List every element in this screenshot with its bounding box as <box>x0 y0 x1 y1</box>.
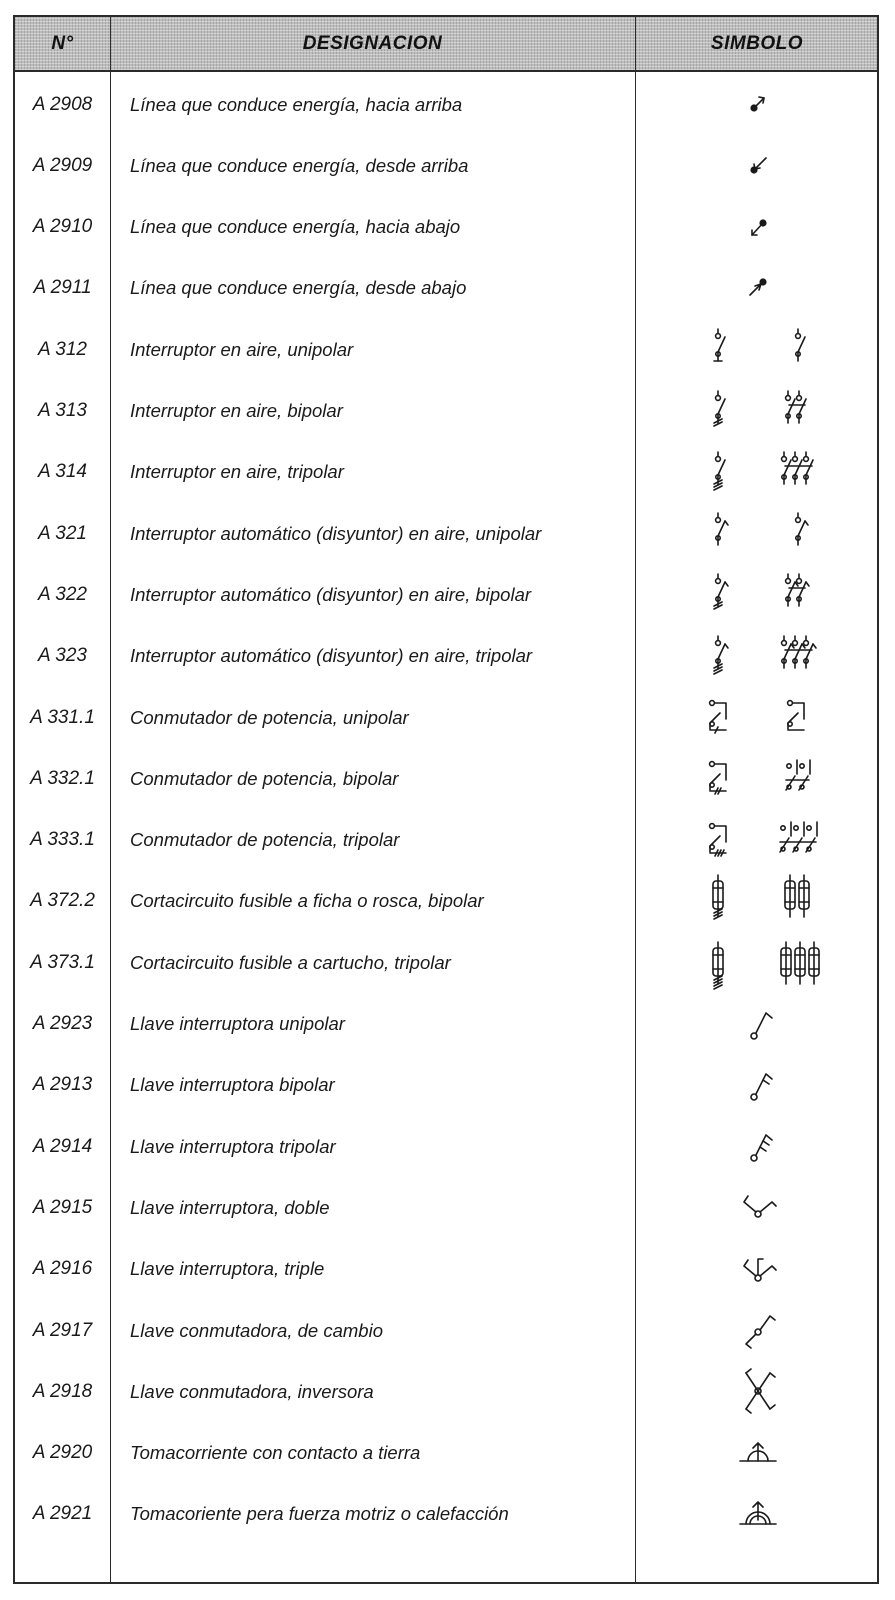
line-down-arrow-icon <box>640 197 877 258</box>
table-row <box>15 197 877 258</box>
power-changeover-tripolar-icon <box>640 810 877 871</box>
symbol-number: A 2920 <box>32 1442 93 1464</box>
symbol-number: A 2916 <box>32 1258 93 1280</box>
table-row <box>15 442 877 503</box>
changeover-switch-icon <box>640 1300 877 1361</box>
symbol-designation: Tomacorriente con contacto a tierra <box>130 1442 421 1464</box>
symbol-number: A 321 <box>38 522 87 544</box>
symbol-designation: Interruptor automático (disyuntor) en aire, bipolar <box>130 583 532 605</box>
symbol-designation: Línea que conduce energía, hacia abajo <box>130 216 461 238</box>
symbol-number: A 314 <box>38 461 87 483</box>
socket-power-heating-icon <box>640 1484 877 1545</box>
symbol-number: A 2918 <box>32 1380 93 1402</box>
header-designation: DESIGNACION <box>302 32 443 54</box>
symbol-designation: Llave interruptora, doble <box>130 1196 330 1218</box>
air-switch-bipolar-icon <box>640 381 877 442</box>
reversing-switch-icon <box>640 1361 877 1422</box>
symbol-number: A 333.1 <box>30 829 95 851</box>
table-row <box>15 871 877 932</box>
line-from-above-icon <box>640 135 877 196</box>
symbol-number: A 2911 <box>33 277 92 299</box>
air-switch-tripolar-icon <box>640 442 877 503</box>
table-row <box>15 626 877 687</box>
circuit-breaker-bipolar-icon <box>640 564 877 625</box>
socket-earth-contact-icon <box>640 1423 877 1484</box>
table-row <box>15 74 877 135</box>
symbol-designation: Conmutador de potencia, tripolar <box>130 829 400 851</box>
symbol-designation: Tomacoriente pera fuerza motriz o calefacción <box>130 1503 509 1525</box>
switch-unipolar-icon <box>640 994 877 1055</box>
symbol-designation: Conmutador de potencia, unipolar <box>130 706 409 728</box>
symbol-number: A 332.1 <box>30 767 95 789</box>
table-row <box>15 1300 877 1361</box>
table-row <box>15 319 877 380</box>
symbol-number: A 331.1 <box>30 706 95 728</box>
symbol-designation: Llave interruptora unipolar <box>130 1013 345 1034</box>
symbol-number: A 2923 <box>32 1013 93 1034</box>
symbol-designation: Interruptor en aire, tripolar <box>130 461 344 483</box>
symbol-number: A 323 <box>38 645 87 667</box>
table-row <box>15 748 877 809</box>
table-row <box>15 564 877 625</box>
table-row <box>15 1239 877 1300</box>
table-row <box>15 1116 877 1177</box>
table-row <box>15 1484 877 1545</box>
table-row <box>15 258 877 319</box>
symbol-designation: Llave conmutadora, inversora <box>130 1380 374 1402</box>
table-row <box>15 994 877 1055</box>
symbol-number: A 372.2 <box>30 890 95 912</box>
symbol-designation: Cortacircuito fusible a ficha o rosca, bipolar <box>130 890 484 912</box>
symbol-number: A 313 <box>38 400 87 421</box>
line-up-arrow-icon <box>640 74 877 135</box>
symbol-number: A 322 <box>38 583 87 605</box>
symbol-table <box>13 15 879 1584</box>
symbol-designation: Interruptor en aire, bipolar <box>130 400 343 421</box>
symbol-number: A 2913 <box>32 1074 93 1096</box>
symbol-designation: Llave interruptora bipolar <box>130 1074 335 1096</box>
table-row <box>15 932 877 993</box>
fuse-cartridge-tripolar-icon <box>640 932 877 993</box>
circuit-breaker-tripolar-icon <box>640 626 877 687</box>
table-header <box>15 17 877 72</box>
fuse-plug-bipolar-icon <box>640 871 877 932</box>
table-row <box>15 810 877 871</box>
table-row <box>15 1361 877 1422</box>
table-row <box>15 1423 877 1484</box>
symbol-number: A 2915 <box>32 1196 93 1218</box>
symbol-number: A 2909 <box>32 154 93 176</box>
table-row <box>15 1055 877 1116</box>
symbol-designation: Interruptor automático (disyuntor) en aire, unipolar <box>130 522 542 544</box>
table-row <box>15 503 877 564</box>
symbol-number: A 312 <box>38 338 87 360</box>
switch-double-icon <box>640 1177 877 1238</box>
header-number: N° <box>51 32 74 54</box>
air-switch-unipolar-icon <box>640 319 877 380</box>
switch-bipolar-icon <box>640 1055 877 1116</box>
table-row <box>15 381 877 442</box>
symbol-number: A 373.1 <box>30 951 95 973</box>
symbol-designation: Llave conmutadora, de cambio <box>130 1319 383 1341</box>
symbol-designation: Llave interruptora tripolar <box>130 1135 336 1157</box>
switch-tripolar-icon <box>640 1116 877 1177</box>
table-row <box>15 1177 877 1238</box>
symbol-designation: Interruptor en aire, unipolar <box>130 338 354 360</box>
symbol-designation: Línea que conduce energía, desde abajo <box>130 277 467 299</box>
circuit-breaker-unipolar-icon <box>640 503 877 564</box>
header-symbol: SIMBOLO <box>710 32 804 54</box>
table-row <box>15 135 877 196</box>
symbol-number: A 2910 <box>32 216 93 238</box>
switch-triple-icon <box>640 1239 877 1300</box>
line-from-below-icon <box>640 258 877 319</box>
symbol-designation: Línea que conduce energía, hacia arriba <box>130 93 463 115</box>
symbol-designation: Línea que conduce energía, desde arriba <box>130 154 469 176</box>
power-changeover-unipolar-icon <box>640 687 877 748</box>
symbol-designation: Interruptor automático (disyuntor) en aire, tripolar <box>130 645 533 667</box>
symbol-number: A 2908 <box>32 93 93 115</box>
symbol-designation: Cortacircuito fusible a cartucho, tripolar <box>130 951 451 973</box>
symbol-number: A 2917 <box>32 1319 93 1341</box>
symbol-designation: Llave interruptora, triple <box>130 1258 325 1280</box>
symbol-number: A 2921 <box>32 1503 93 1525</box>
table-row <box>15 687 877 748</box>
symbol-designation: Conmutador de potencia, bipolar <box>130 767 399 789</box>
power-changeover-bipolar-icon <box>640 748 877 809</box>
symbol-number: A 2914 <box>32 1135 93 1157</box>
